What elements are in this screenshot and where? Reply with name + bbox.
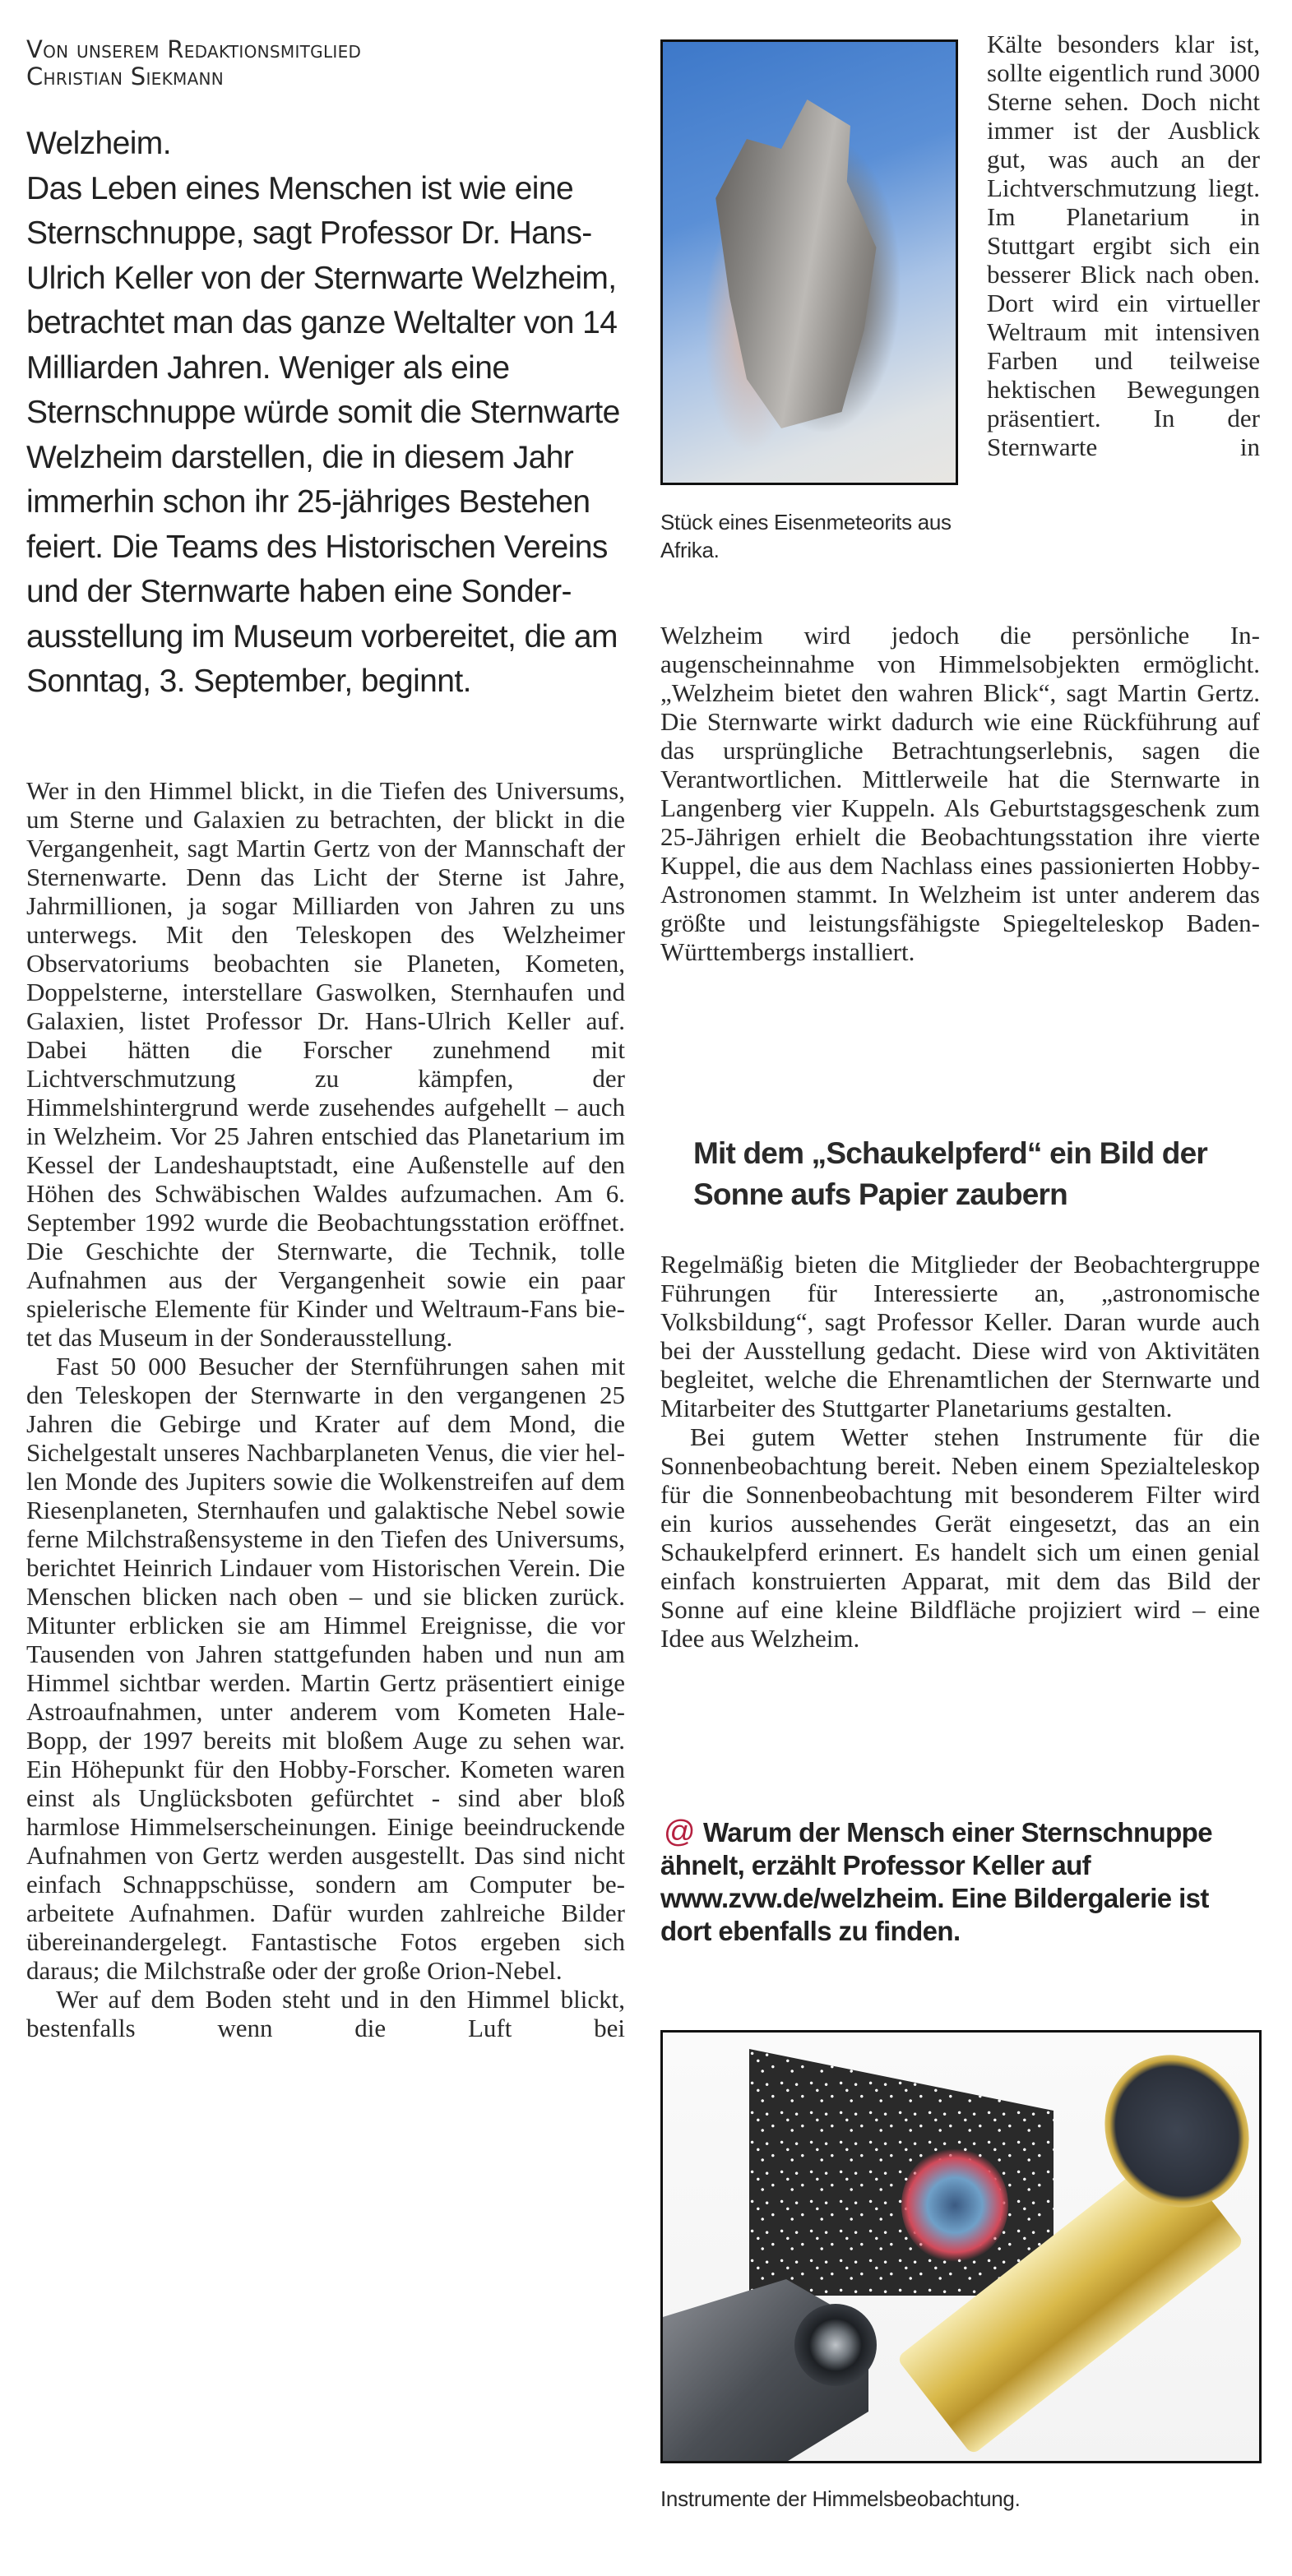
byline xyxy=(26,36,618,90)
body-paragraph: Fast 50 000 Besucher der Sternführungen sahen mit den Teleskopen der Sternwarte in den vergangenen 25 Jahren die Gebirge und Krater auf dem Mond, die Sichelgestalt unseres Nachbarplaneten Venus, die vier hellen Monde des Jupiters sowie die Wolkenstreifen auf dem Riesenplaneten, Sternhaufen und galaktische Nebel sowie ferne Milchstraßensysteme in den Tiefen des Universums, berichtet Heinrich Lindauer vom Historischen Verein. Die Menschen blicken nach oben – und sie blicken zurück. Mitunter erblicken sie am Himmel Ereignisse, die vor Tausenden von Jahren stattgefunden haben und nun am Himmel sichtbar werden. Martin Gertz präsentiert einige Astroaufnahmen, unter anderem vom Kometen Hale-Bopp, der 1997 bereits mit bloßem Auge zu sehen war. Ein Höhepunkt für den Hobby-Forscher. Kometen waren einst als Unglücksboten gefürchtet - sind aber bloß harmlose Himmelserscheinungen. Einige beeindruckende Aufnahmen von Gertz werden ausgestellt. Das sind nicht einfach Schnappschüsse, sondern am Computer bearbeitete Aufnahmen. Dafür wurden zahlreiche Bilder übereinandergelegt. Fantastische Fotos ergeben sich daraus; die Milchstraße oder der große Orion-Nebel. xyxy=(26,1352,625,1985)
byline-author: Christian Siekmann xyxy=(26,62,225,90)
lead-text: Das Leben eines Menschen ist wie eine Sternschnuppe, sagt Professor Dr. Hans- Ulrich Keller von der Sternwarte Welzheim, betrachtet man das ganze Weltalter von 14 Milliarden Jahren. Weniger als eine Sternschnuppe würde somit die Sternwarte Welzheim darstellen, die in diesem Jahr immerhin schon ihr 25-jähriges Bestehen feiert. Die Teams des Historischen Vereins und der Sternwarte haben eine Sonderausstellung im Museum vorbereitet, die am Sonntag, 3. September, beginnt. xyxy=(26,170,620,699)
web-note-text[interactable]: Warum der Mensch einer Sternschnuppe ähnelt, erzählt Professor Keller auf www.zvw.de/welzheim. Eine Bildergalerie ist dort ebenfalls zu finden. xyxy=(660,1817,1212,1946)
telescope-photo-caption: Instrumente der Himmelsbeobachtung. xyxy=(660,2486,1021,2511)
star-poster-image xyxy=(749,2049,1054,2296)
meteorite-photo-caption: Stück eines Eisenmeteorits aus Afrika. xyxy=(660,510,952,562)
body-paragraph: Regelmäßig bieten die Mitglieder der Beobachtergruppe Führungen für Interessierte an, „astronomische Volksbildung“, sagt Professor Keller. Daran wurde auch bei der Ausstellung gedacht. Diese wird von Aktivitäten begleitet, welche die Ehrenamtlichen der Sternwarte und Mitarbeiter des Stuttgarter Planetariums gestalten. xyxy=(660,1250,1260,1422)
meteorite-photo xyxy=(660,39,958,485)
body-column-right-2 xyxy=(660,1250,1260,1653)
body-column-left xyxy=(26,776,625,2042)
body-column-right xyxy=(660,621,1260,966)
dateline: Welzheim. xyxy=(26,126,171,161)
body-paragraph: Welzheim wird jedoch die persönliche Inaugenscheinnahme von Himmelsobjekten ermöglicht. „Welzheim bietet den wahren Blick“, sagt Martin Gertz. Die Sternwarte wirkt dadurch wie eine Rückführung auf das ursprüngliche Betrachtungserlebnis, sagen die Verantwortlichen. Mittlerweile hat die Sternwarte in Langenberg vier Kuppeln. Als Geburtstagsgeschenk zum 25-Jährigen erhielt die Beobachtungsstation ihre vierte Kuppel, die aus dem Nachlass eines passionierten Hobby-Astronomen stammt. In Welzheim ist unter anderem das größte und leistungsfähigste Spiegelteleskop Baden-Württembergs installiert. xyxy=(660,621,1260,966)
body-column-right-wrap xyxy=(987,30,1260,461)
body-paragraph: Bei gutem Wetter stehen Instrumente für die Sonnenbeobachtung bereit. Neben einem Spezialteleskop für die Sonnenbeobachtung mit besonderem Filter wird ein kurios aussehendes Gerät eingesetzt, das an ein Schaukelpferd erinnert. Es handelt sich um einen genial einfach konstruierten Apparat, mit dem das Bild der Sonne auf eine kleine Bildfläche projiziert wird – eine Idee aus Welzheim. xyxy=(660,1422,1260,1653)
meteorite-image xyxy=(712,99,885,428)
body-paragraph: Kälte besonders klar ist, sollte eigentlich rund 3000 Sterne sehen. Doch nicht immer ist der Ausblick gut, was auch an der Lichtverschmutzung liegt. Im Planetarium in Stuttgart ergibt sich ein besserer Blick nach oben. Dort wird ein virtueller Weltraum mit intensiven Farben und teilweise hektischen Bewegungen präsentiert. In der Sternwarte in xyxy=(987,30,1260,461)
web-note xyxy=(660,1815,1260,1948)
nebula-image xyxy=(901,2148,1008,2263)
body-paragraph: Wer auf dem Boden steht und in den Himmel blickt, bestenfalls wenn die Luft bei xyxy=(26,1985,625,2042)
body-paragraph: Wer in den Himmel blickt, in die Tiefen des Universums, um Sterne und Galaxien zu betrachten, der blickt in die Vergangenheit, sagt Martin Gertz von der Mannschaft der Sternenwarte. Denn das Licht der Sterne ist Jahre, Jahrmillionen, ja sogar Milliarden von Jahren zu uns unterwegs. Mit den Teleskopen des Welzheimer Observatoriums beobachten sie Planeten, Kometen, Doppelsterne, interstellare Gaswolken, Sternhaufen und Galaxien, listet Professor Dr. Hans-Ulrich Keller auf. Dabei hätten die Forscher zunehmend mit Lichtverschmutzung zu kämpfen, der Himmelshintergrund werde zusehendes aufgehellt – auch in Welzheim. Vor 25 Jahren entschied das Planetarium im Kessel der Landeshauptstadt, eine Außenstelle auf den Höhen des Schwäbischen Waldes aufzumachen. Am 6. September 1992 wurde die Beobachtungsstation eröffnet. Die Geschichte der Sternwarte, die Technik, tolle Aufnahmen aus der Vergangenheit sowie ein paar spielerische Elemente für Kinder und Weltraum-Fans bietet das Museum in der Sonderausstellung. xyxy=(26,776,625,1352)
lead-paragraph xyxy=(26,122,627,705)
telescope-photo xyxy=(660,2030,1262,2463)
telescope-lens-image xyxy=(794,2304,877,2386)
byline-role: Von unserem Redaktionsmitglied xyxy=(26,35,362,63)
at-icon: @ xyxy=(664,1815,695,1849)
subheading: Mit dem „Schaukelpferd“ ein Bild der Sonne aufs Papier zaubern xyxy=(693,1136,1207,1211)
